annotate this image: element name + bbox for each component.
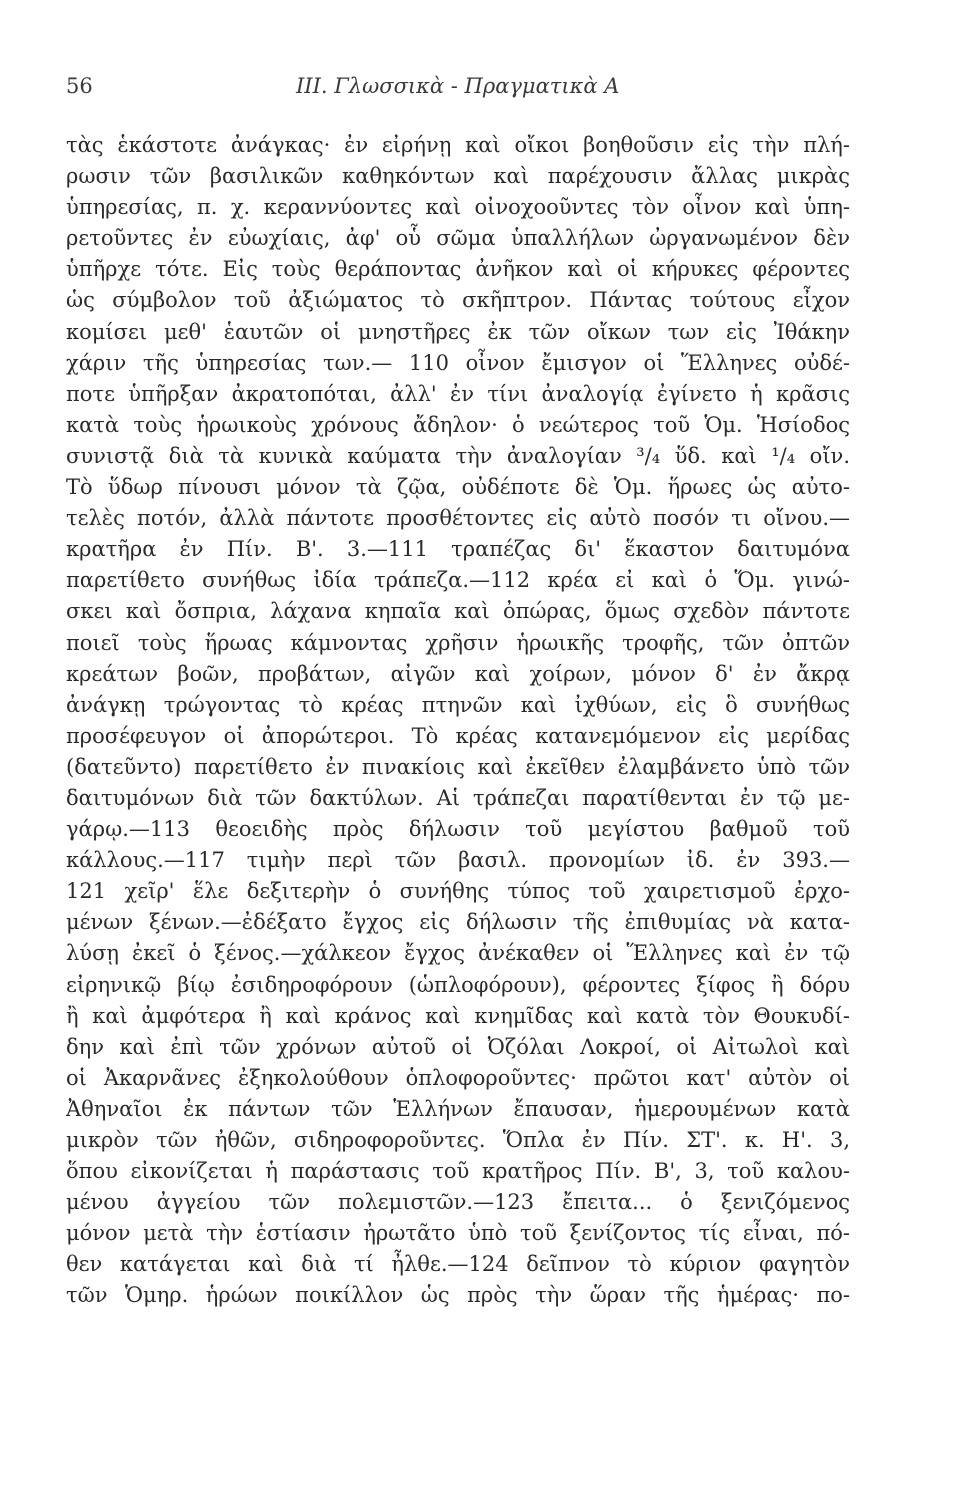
text-line: τὰς ἑκάστοτε ἀνάγκας· ἐν εἰρήνῃ καὶ οἴκοι βοηθοῦσιν εἰς τὴν πλή-	[66, 133, 850, 157]
text-line: ρωσιν τῶν βασιλικῶν καθηκόντων καὶ παρέχουσιν ἄλλας μικρὰς	[66, 164, 850, 189]
text-line: ὑπῆρχε τότε. Εἰς τοὺς θεράποντας ἀνῆκον καὶ οἱ κήρυκες φέροντες	[66, 257, 850, 282]
text-line: ὅπου εἰκονίζεται ἡ παράστασις τοῦ κρατῆρος Πίν. Β', 3, τοῦ καλου-	[66, 1159, 850, 1184]
text-line: μένων ξένων.—ἐδέξατο ἔγχος εἰς δήλωσιν τῆς ἐπιθυμίας νὰ κατα-	[66, 910, 850, 935]
running-head: III. Γλωσσικὰ - Πραγματικὰ Α	[296, 74, 620, 98]
text-line: δαιτυμόνων διὰ τῶν δακτύλων. Αἱ τράπεζαι παρατίθενται ἐν τῷ με-	[66, 785, 850, 810]
text-line: τῶν Ὁμηρ. ἡρώων ποικίλλον ὡς πρὸς τὴν ὥραν τῆς ἡμέρας· πο-	[66, 1283, 850, 1308]
page-header	[66, 74, 628, 106]
text-line: ὑπηρεσίας, π. χ. κεραννύοντες καὶ οἰνοχοοῦντες τὸν οἶνον καὶ ὑπη-	[66, 195, 850, 220]
text-line: χάριν τῆς ὑπηρεσίας των.— 110 οἶνον ἔμισγον οἱ Ἕλληνες οὐδέ-	[66, 350, 850, 375]
text-line: μικρὸν τῶν ἠθῶν, σιδηροφοροῦντες. Ὅπλα ἐν Πίν. ΣΤ'. κ. Η'. 3,	[66, 1128, 850, 1152]
text-line: οἱ Ἀκαρνᾶνες ἐξηκολούθουν ὁπλοφοροῦντες· πρῶτοι κατ' αὐτὸν οἱ	[66, 1065, 850, 1090]
text-line: μόνον μετὰ τὴν ἑστίασιν ἠρωτᾶτο ὑπὸ τοῦ ξενίζοντος τίς εἶναι, πό-	[66, 1221, 850, 1246]
text-line: κρεάτων βοῶν, προβάτων, αἰγῶν καὶ χοίρων, μόνον δ' ἐν ἄκρᾳ	[66, 661, 850, 686]
body-text	[66, 130, 850, 1312]
text-line: ρετοῦντες ἐν εὐωχίαις, ἀφ' οὗ σῶμα ὑπαλλήλων ὠργανωμένον δὲν	[66, 226, 850, 251]
text-line: προσέφευγον οἱ ἀπορώτεροι. Τὸ κρέας κατανεμόμενον εἰς μερίδας	[66, 723, 850, 748]
text-line: λύσῃ ἐκεῖ ὁ ξένος.—χάλκεον ἔγχος ἀνέκαθεν οἱ Ἕλληνες καὶ ἐν τῷ	[66, 941, 850, 966]
text-line: παρετίθετο συνήθως ἰδία τράπεζα.—112 κρέα εἰ καὶ ὁ Ὅμ. γινώ-	[66, 568, 850, 593]
text-line: συνιστᾷ διὰ τὰ κυνικὰ καύματα τὴν ἀναλογίαν ³/₄ ὕδ. καὶ ¹/₄ οἴν.	[66, 443, 850, 468]
text-line: κάλλους.—117 τιμὴν περὶ τῶν βασιλ. προνομίων ἰδ. ἐν 393.—	[66, 848, 850, 873]
text-line: ποιεῖ τοὺς ἥρωας κάμνοντας χρῆσιν ἡρωικῆς τροφῆς, τῶν ὀπτῶν	[66, 630, 850, 655]
text-line: θεν κατάγεται καὶ διὰ τί ἦλθε.—124 δεῖπνον τὸ κύριον φαγητὸν	[66, 1252, 850, 1277]
text-line: ποτε ὑπῆρξαν ἀκρατοπόται, ἀλλ' ἐν τίνι ἀναλογίᾳ ἐγίνετο ἡ κρᾶσις	[66, 381, 850, 406]
text-line: ἀνάγκῃ τρώγοντας τὸ κρέας πτηνῶν καὶ ἰχθύων, εἰς ὃ συνήθως	[66, 692, 850, 717]
text-line: μένου ἀγγείου τῶν πολεμιστῶν.—123 ἔπειτα... ὁ ξενιζόμενος	[66, 1190, 850, 1215]
text-line: ὡς σύμβολον τοῦ ἀξιώματος τὸ σκῆπτρον. Πάντας τούτους εἶχον	[66, 288, 850, 313]
text-line: Τὸ ὕδωρ πίνουσι μόνον τὰ ζῷα, οὐδέποτε δὲ Ὁμ. ἥρωες ὡς αὐτο-	[66, 475, 850, 500]
text-line: κομίσει μεθ' ἑαυτῶν οἱ μνηστῆρες ἐκ τῶν οἴκων των εἰς Ἰθάκην	[66, 319, 850, 344]
text-line: κατὰ τοὺς ἡρωικοὺς χρόνους ἄδηλον· ὁ νεώτερος τοῦ Ὁμ. Ἡσίοδος	[66, 412, 850, 437]
text-line: σκει καὶ ὄσπρια, λάχανα κηπαῖα καὶ ὀπώρας, ὅμως σχεδὸν πάντοτε	[66, 599, 850, 624]
text-line: εἰρηνικῷ βίῳ ἐσιδηροφόρουν (ὡπλοφόρουν), φέροντες ξίφος ἢ δόρυ	[66, 972, 850, 997]
text-line: Ἀθηναῖοι ἐκ πάντων τῶν Ἑλλήνων ἔπαυσαν, ἡμερουμένων κατὰ	[66, 1096, 850, 1121]
text-line: κρατῆρα ἐν Πίν. Β'. 3.—111 τραπέζας δι' ἕκαστον δαιτυμόνα	[66, 537, 850, 562]
text-line: (δατεῦντο) παρετίθετο ἐν πινακίοις καὶ ἐκεῖθεν ἐλαμβάνετο ὑπὸ τῶν	[66, 754, 850, 779]
page-number: 56	[66, 74, 93, 98]
text-line: ἢ καὶ ἀμφότερα ἢ καὶ κράνος καὶ κνημῖδας καὶ κατὰ τὸν Θουκυδί-	[66, 1003, 850, 1028]
text-line: τελὲς ποτόν, ἀλλὰ πάντοτε προσθέτοντες εἰς αὐτὸ ποσόν τι οἴνου.—	[66, 506, 850, 531]
text-line: γάρῳ.—113 θεοειδὴς πρὸς δήλωσιν τοῦ μεγίστου βαθμοῦ τοῦ	[66, 817, 850, 842]
text-line: 121 χεῖρ' ἕλε δεξιτερὴν ὁ συνήθης τύπος τοῦ χαιρετισμοῦ ἐρχο-	[66, 879, 850, 904]
text-line: δην καὶ ἐπὶ τῶν χρόνων αὐτοῦ οἱ Ὀζόλαι Λοκροί, οἱ Αἰτωλοὶ καὶ	[66, 1034, 850, 1059]
